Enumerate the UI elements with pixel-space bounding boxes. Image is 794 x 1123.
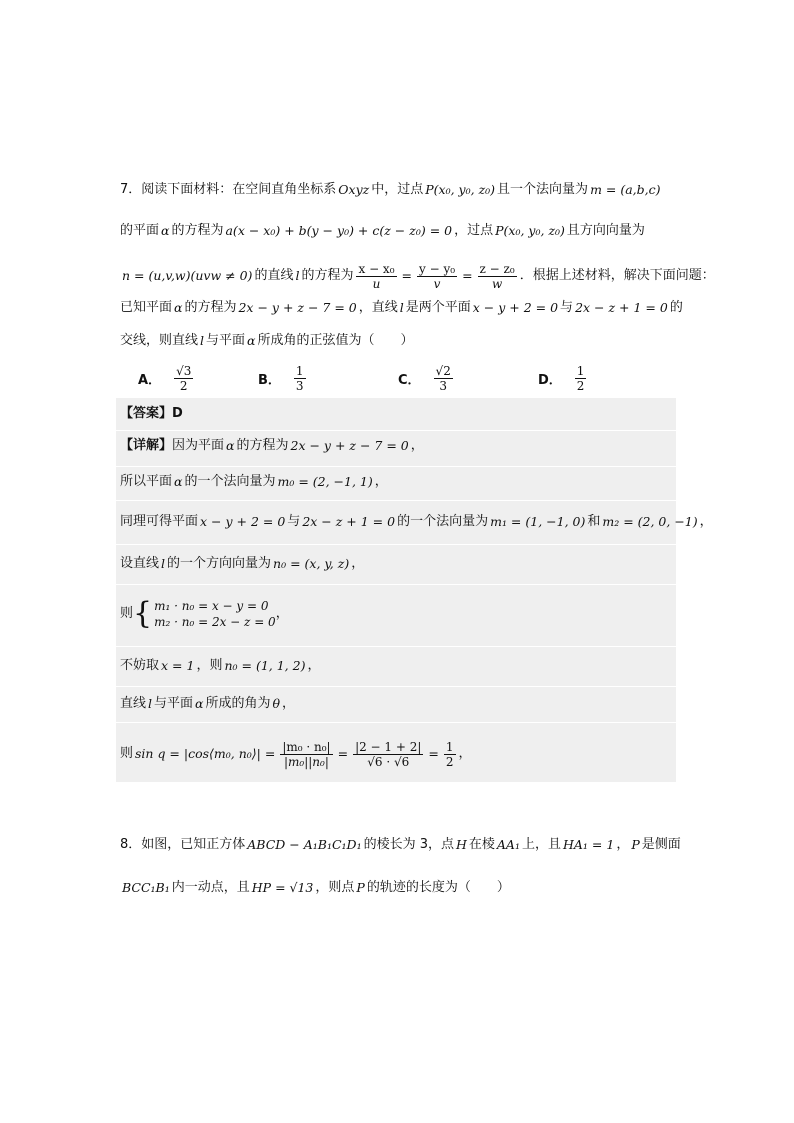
denominator: 2 — [445, 754, 454, 769]
text: 的一个方向向量为 — [167, 556, 272, 571]
numerator: 1 — [295, 363, 304, 378]
math: P(x₀, y₀, z₀) — [425, 182, 496, 197]
numerator: y − y₀ — [419, 261, 456, 276]
math: H — [455, 837, 467, 852]
text: 的直线 — [254, 268, 294, 283]
denominator: 3 — [295, 378, 304, 393]
math: n₀ = (1, 1, 2) — [224, 658, 306, 673]
solution-line-5 — [120, 594, 680, 634]
row-separator — [116, 686, 676, 687]
math: AA₁ — [496, 837, 520, 852]
denominator: |m₀||n₀| — [283, 754, 329, 769]
text: 在棱 — [468, 837, 495, 852]
text: 与平面 — [154, 696, 194, 711]
math: θ — [272, 696, 281, 711]
fraction — [575, 364, 587, 393]
text: ， — [410, 438, 424, 453]
numerator: 1 — [576, 363, 585, 378]
q7-line-1 — [120, 180, 680, 200]
math: α — [174, 300, 183, 315]
text: 8．如图，已知正方体 — [120, 837, 246, 852]
text: 的方程为 — [236, 438, 289, 453]
text: ．根据上述材料，解决下面问题： — [519, 268, 715, 283]
text: ， — [458, 746, 472, 761]
row-separator — [116, 646, 676, 647]
numerator: √3 — [176, 363, 192, 378]
text: 的方程为 — [184, 300, 237, 315]
math: x − y + 2 = 0 — [472, 300, 559, 315]
text: 设直线 — [120, 556, 160, 571]
math: a(x − x₀) + b(y − y₀) + c(z − z₀) = 0 — [225, 223, 453, 238]
text: 与平面 — [206, 333, 246, 348]
text: 已知平面 — [120, 300, 173, 315]
text: 且一个法向量为 — [497, 182, 589, 197]
answer-label: 【答案】 — [120, 406, 173, 421]
math: sin q = |cos⟨m₀, n₀⟩| = — [135, 746, 276, 761]
solution-label: 【详解】 — [120, 438, 173, 453]
text: ，过点 — [454, 223, 494, 238]
denominator: w — [491, 276, 503, 291]
math: 2x − y + z − 7 = 0 — [290, 438, 409, 453]
text: ， — [374, 474, 388, 489]
math: m = (a,b,c) — [590, 182, 661, 197]
math: x = 1 — [161, 658, 195, 673]
row-separator — [116, 500, 676, 501]
math: n₀ = (x, y, z) — [273, 556, 350, 571]
answer-value: D — [172, 406, 183, 421]
text: ，则点 — [315, 880, 355, 895]
math: l — [295, 268, 300, 283]
text: ，则 — [196, 658, 223, 673]
math: α — [247, 333, 256, 348]
option-b[interactable] — [258, 362, 309, 394]
text: 与 — [287, 514, 301, 529]
math: x − y + 2 = 0 — [200, 514, 286, 529]
math: P — [356, 880, 365, 895]
math: l — [200, 333, 205, 348]
numerator: x − x₀ — [358, 261, 395, 276]
fraction — [294, 364, 306, 393]
q7-line-5 — [120, 331, 680, 351]
text: 不妨取 — [120, 658, 160, 673]
option-d[interactable] — [538, 362, 589, 394]
solution-line-8 — [120, 736, 680, 772]
math: α — [195, 696, 204, 711]
numerator: 1 — [445, 739, 454, 754]
text: ， — [616, 837, 630, 852]
text: 直线 — [120, 696, 147, 711]
math: = — [337, 746, 349, 761]
text: ， — [699, 514, 713, 529]
option-c[interactable] — [398, 362, 456, 394]
text: 的平面 — [120, 223, 160, 238]
option-label: D． — [538, 372, 562, 388]
denominator: 2 — [179, 378, 188, 393]
text: 的一个法向量为 — [184, 474, 276, 489]
solution-line-7 — [120, 694, 680, 714]
math: n = (u,v,w)(uvw ≠ 0) — [122, 268, 253, 283]
text: 同理可得平面 — [120, 514, 199, 529]
fraction — [444, 740, 456, 769]
text: ，直线 — [358, 300, 398, 315]
fraction — [434, 364, 453, 393]
text: 与 — [560, 300, 574, 315]
text: 的棱长为 3，点 — [363, 837, 454, 852]
row-separator — [116, 544, 676, 545]
math: l — [399, 300, 404, 315]
solution-line-4 — [120, 554, 680, 574]
math: HA₁ = 1 — [563, 837, 615, 852]
math: l — [161, 556, 166, 571]
option-a[interactable] — [138, 362, 196, 394]
solution-line-2 — [120, 472, 680, 492]
text: 则 — [120, 746, 134, 761]
math: = — [428, 746, 439, 761]
denominator: 3 — [439, 378, 447, 393]
denominator: v — [433, 276, 441, 291]
numerator: |m₀ · n₀| — [282, 739, 331, 754]
system-row: m₂ · n₀ = 2x − z = 0 — [154, 615, 276, 629]
text: 和 — [587, 514, 601, 529]
numerator: √2 — [435, 363, 451, 378]
fraction — [356, 262, 396, 291]
numerator: |2 − 1 + 2| — [355, 739, 422, 754]
math: α — [226, 438, 235, 453]
equation-system — [133, 598, 276, 630]
text: ， — [307, 658, 321, 673]
math: P(x₀, y₀, z₀) — [495, 223, 565, 238]
fraction — [417, 262, 457, 291]
math: α — [161, 223, 170, 238]
math: m₀ = (2, −1, 1) — [277, 474, 373, 489]
q7-line-4 — [120, 298, 683, 318]
fraction — [174, 364, 193, 393]
option-label: A． — [138, 372, 162, 388]
text: ， — [351, 556, 365, 571]
numerator: z − z₀ — [479, 261, 515, 276]
text: 的一个法向量为 — [397, 514, 489, 529]
text: 所成的角为 — [205, 696, 271, 711]
option-label: C． — [398, 372, 421, 388]
text: 的方程为 — [171, 223, 224, 238]
math: Oxyz — [338, 182, 370, 197]
q8-line-2 — [120, 878, 680, 898]
denominator: u — [372, 276, 381, 291]
option-label: B． — [258, 372, 281, 388]
text: 是侧面 — [641, 837, 681, 852]
answer-line — [120, 404, 680, 424]
text: ， — [275, 606, 289, 621]
text: 则 — [120, 606, 134, 621]
math: m₁ = (1, −1, 0) — [490, 514, 586, 529]
math: 2x − z + 1 = 0 — [575, 300, 668, 315]
solution-line-1 — [120, 436, 680, 456]
system-row: m₁ · n₀ = x − y = 0 — [154, 599, 269, 613]
text: 中，过点 — [371, 182, 424, 197]
row-separator — [116, 722, 676, 723]
q8-line-1 — [120, 835, 680, 855]
system-rows — [154, 598, 276, 630]
text: 所以平面 — [120, 474, 173, 489]
fraction — [478, 262, 517, 291]
math: HP = √13 — [251, 880, 314, 895]
text: 内一动点，且 — [171, 880, 250, 895]
denominator: √6 · √6 — [367, 754, 410, 769]
math: P — [631, 837, 640, 852]
math: m₂ = (2, 0, −1) — [602, 514, 698, 529]
text: 的轨迹的长度为（ ） — [366, 880, 510, 895]
math: 2x − y + z − 7 = 0 — [238, 300, 357, 315]
text: 是两个平面 — [405, 300, 471, 315]
row-separator — [116, 466, 676, 467]
q7-line-2 — [120, 221, 680, 241]
math: BCC₁B₁ — [122, 880, 170, 895]
denominator: 2 — [576, 378, 585, 393]
solution-line-3 — [120, 512, 713, 532]
q7-line-3 — [120, 258, 715, 294]
fraction — [280, 740, 332, 769]
solution-line-6 — [120, 656, 680, 676]
text: ， — [282, 696, 296, 711]
row-separator — [116, 430, 676, 431]
text: 上，且 — [521, 837, 561, 852]
text: 7．阅读下面材料：在空间直角坐标系 — [120, 182, 337, 197]
math: l — [148, 696, 153, 711]
text: 交线，则直线 — [120, 333, 199, 348]
text: 所成角的正弦值为（ ） — [257, 333, 414, 348]
text: 且方向向量为 — [566, 223, 645, 238]
math: = — [462, 268, 473, 283]
math: = — [401, 268, 412, 283]
text: 的方程为 — [301, 268, 354, 283]
math: α — [174, 474, 183, 489]
math: ABCD − A₁B₁C₁D₁ — [247, 837, 362, 852]
math: 2x − z + 1 = 0 — [302, 514, 396, 529]
text: 的 — [669, 300, 683, 315]
brace: { — [133, 596, 153, 631]
text: 因为平面 — [172, 438, 225, 453]
row-separator — [116, 584, 676, 585]
fraction — [353, 740, 423, 769]
